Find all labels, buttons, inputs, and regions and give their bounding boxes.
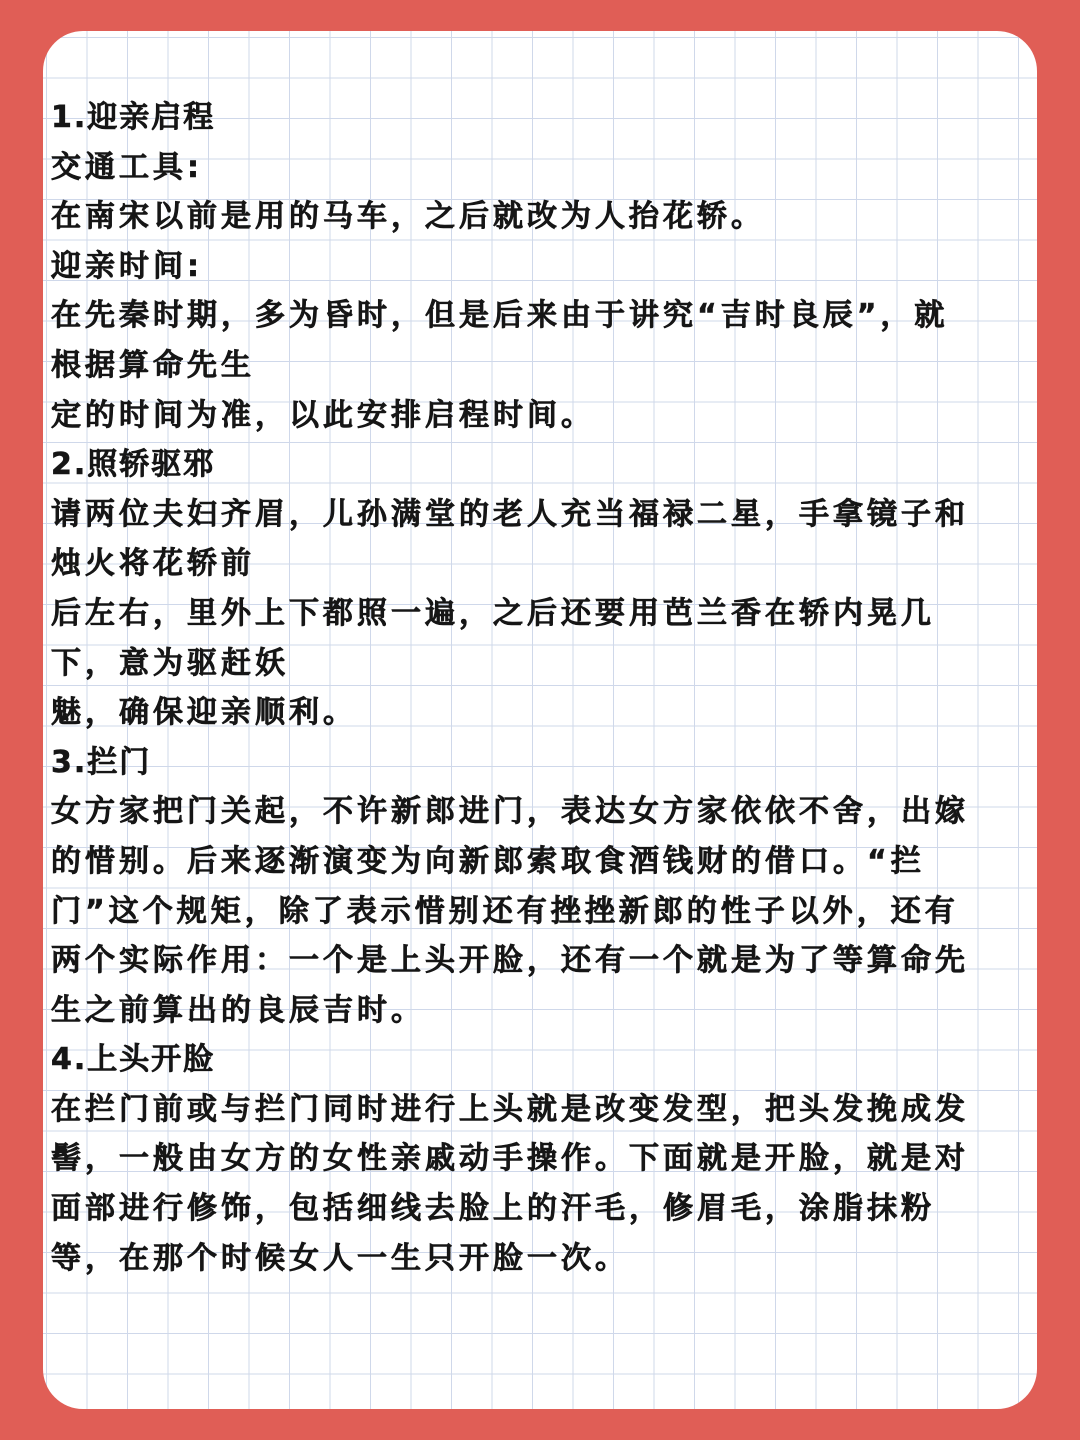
text-line: 烛火将花轿前 — [51, 546, 255, 582]
text-line: 后左右，里外上下都照一遍，之后还要用芭兰香在轿内晃几 — [51, 595, 935, 631]
text-line: 根据算命先生 — [51, 347, 255, 383]
text-line: 迎亲时间: — [51, 248, 203, 284]
text-line: 两个实际作用：一个是上头开脸，还有一个就是为了等算命先 — [51, 943, 969, 979]
text-line: 的惜别。后来逐渐演变为向新郎索取食酒钱财的借口。“拦 — [51, 843, 925, 879]
section-heading: 3.拦门 — [51, 744, 152, 780]
text-line: 在先秦时期，多为昏时，但是后来由于讲究“吉时良辰”，就 — [51, 298, 949, 334]
text-line: 在南宋以前是用的马车，之后就改为人抬花轿。 — [51, 199, 765, 235]
text-line: 定的时间为准，以此安排启程时间。 — [51, 397, 595, 433]
text-line: 请两位夫妇齐眉，儿孙满堂的老人充当福禄二星，手拿镜子和 — [51, 496, 969, 532]
note-text — [51, 93, 1011, 1283]
text-line: 等，在那个时候女人一生只开脸一次。 — [51, 1240, 629, 1276]
text-line: 门”这个规矩，除了表示惜别还有挫挫新郎的性子以外，还有 — [51, 893, 959, 929]
text-line: 生之前算出的良辰吉时。 — [51, 992, 425, 1028]
text-line: 女方家把门关起，不许新郎进门，表达女方家依依不舍，出嫁 — [51, 794, 969, 830]
text-line: 魅，确保迎亲顺利。 — [51, 695, 357, 731]
text-line: 面部进行修饰，包括细线去脸上的汗毛，修眉毛，涂脂抹粉 — [51, 1191, 935, 1227]
text-line: 下，意为驱赶妖 — [51, 645, 289, 681]
section-heading: 2.照轿驱邪 — [51, 447, 216, 483]
section-heading: 1.迎亲启程 — [51, 100, 216, 135]
text-line: 交通工具: — [51, 149, 203, 185]
text-line: 髻，一般由女方的女性亲戚动手操作。下面就是开脸，就是对 — [51, 1141, 969, 1177]
text-line: 在拦门前或与拦门同时进行上头就是改变发型，把头发挽成发 — [51, 1091, 969, 1127]
note-card — [43, 31, 1037, 1409]
section-heading: 4.上头开脸 — [51, 1042, 216, 1078]
